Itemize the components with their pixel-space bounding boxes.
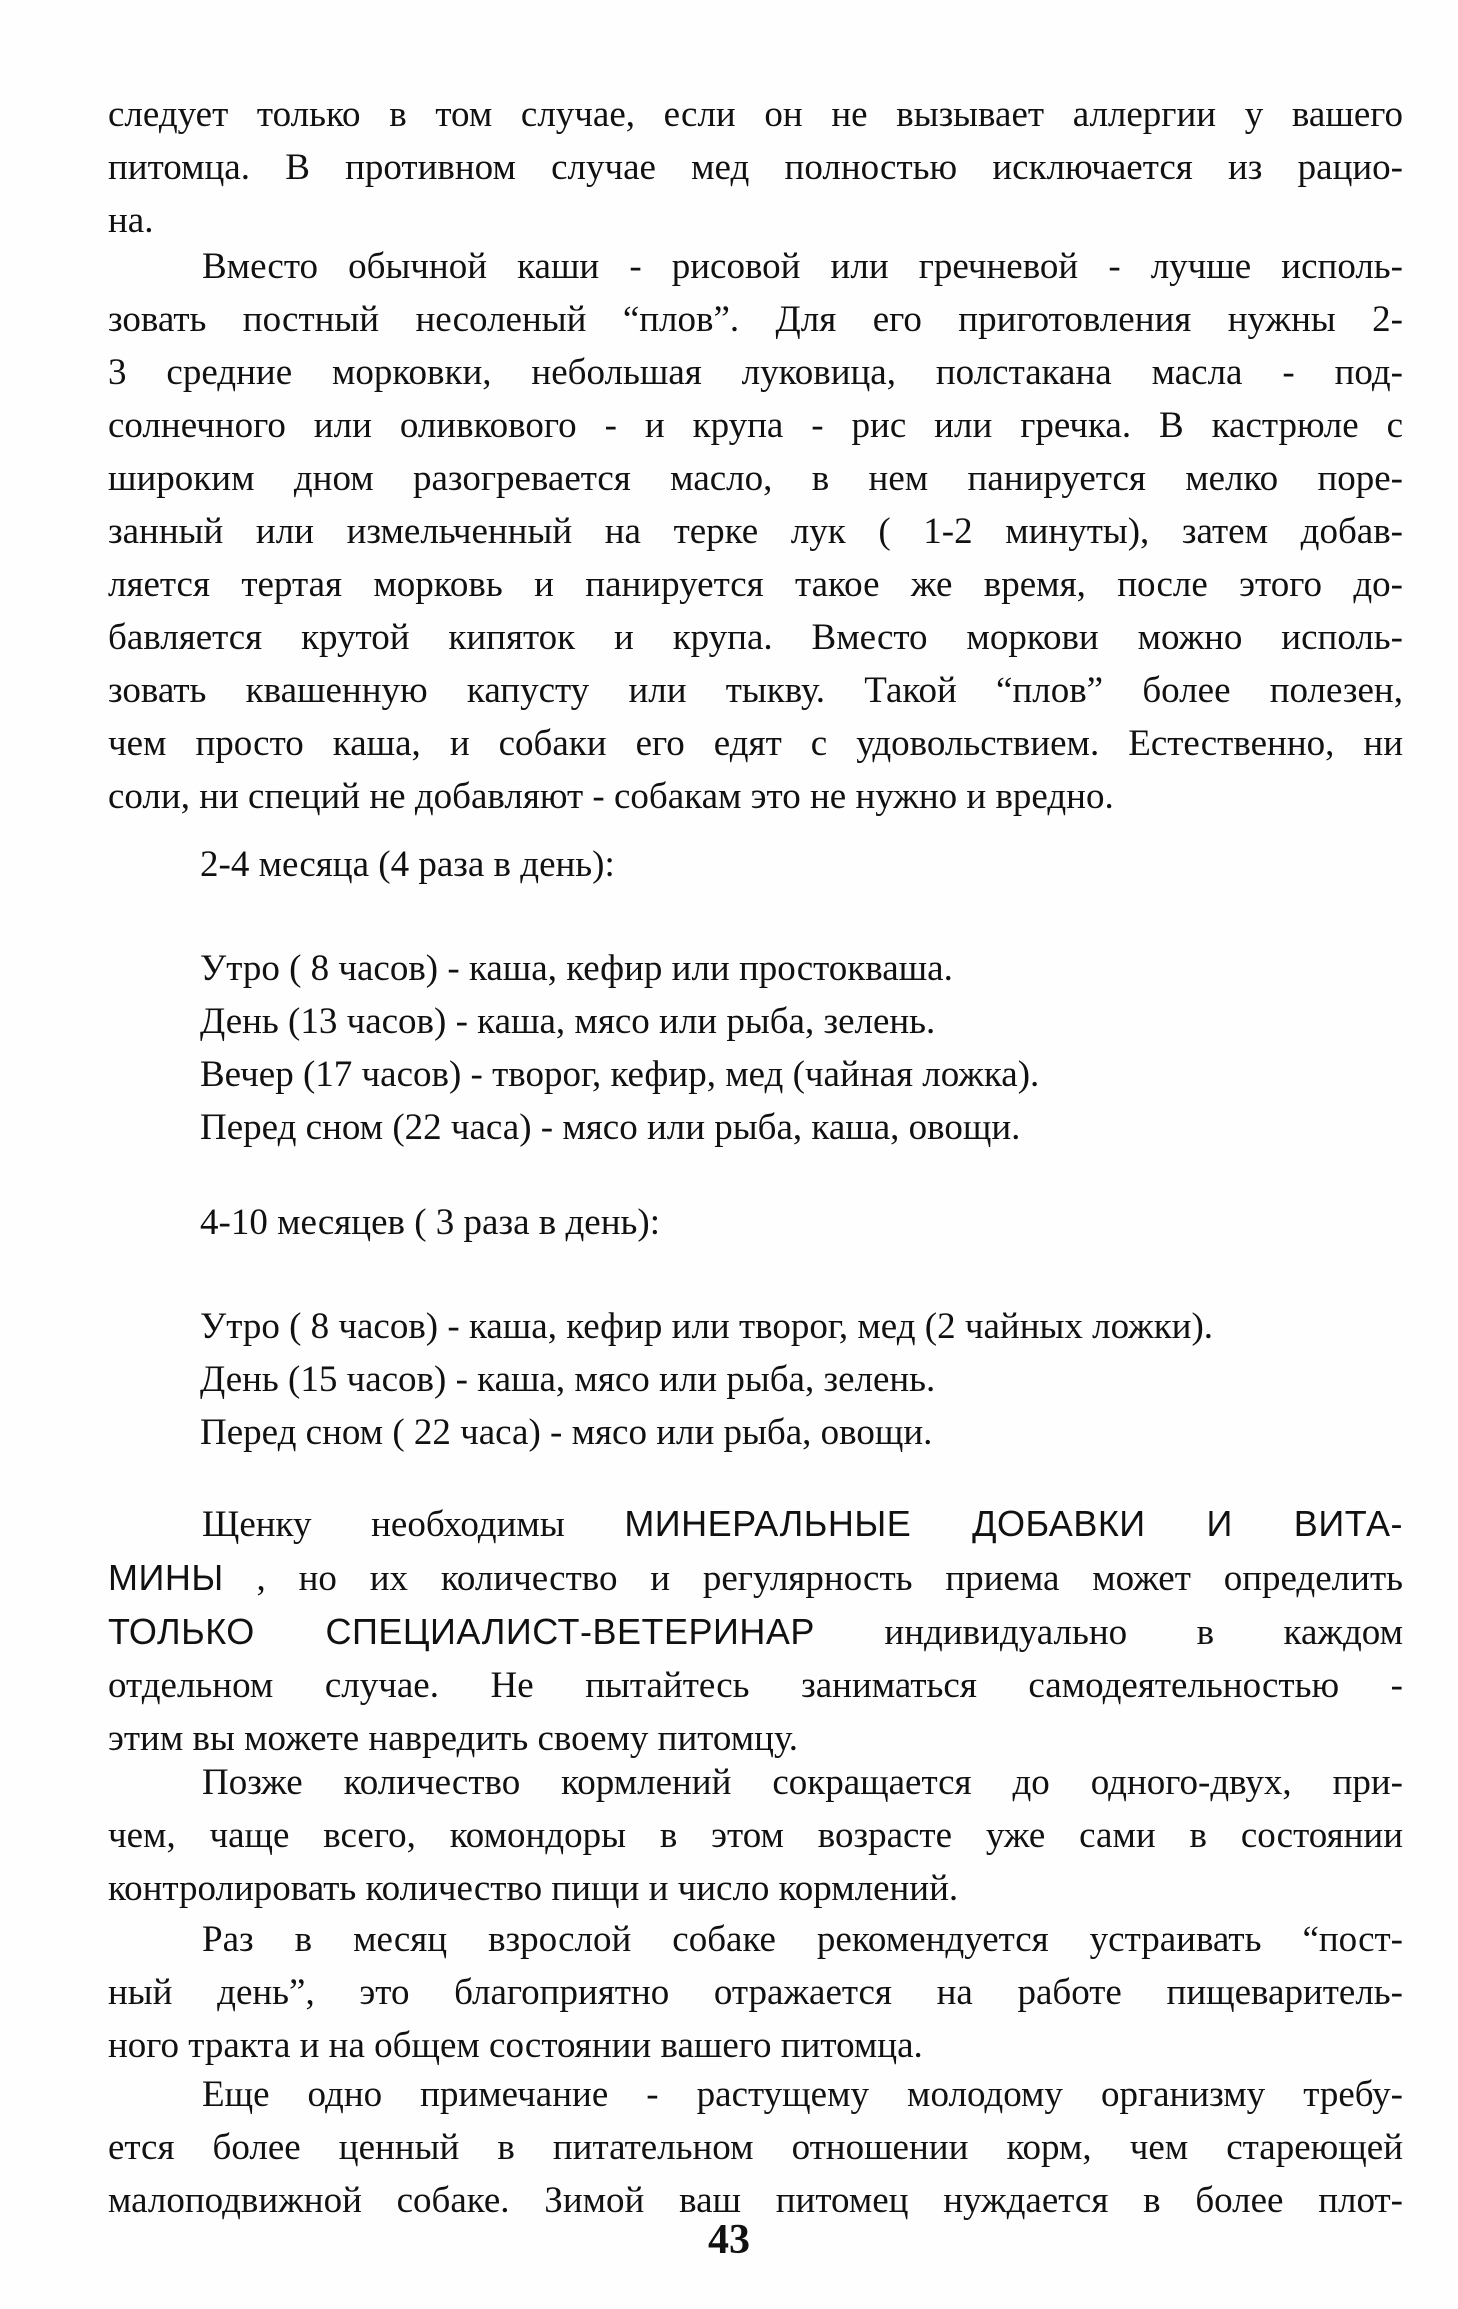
- paragraph-honey-allergy: [108, 88, 1403, 247]
- text-line: ный день”, это благоприятно отражается на работе пищеваритель-: [108, 1972, 1403, 2013]
- text-line: на.: [108, 200, 154, 241]
- menu-item: Утро ( 8 часов) - каша, кефир или творог, мед (2 чайных ложки).: [200, 1306, 1214, 1347]
- page-number: 43: [708, 2217, 750, 2263]
- text-line: 3 средние морковки, небольшая луковица, полстакана масла - под-: [108, 352, 1403, 393]
- text-line: Позже количество кормлений сокращается до одного-двух, при-: [202, 1762, 1403, 1803]
- menu-item: Вечер (17 часов) - творог, кефир, мед (чайная ложка).: [200, 1054, 1040, 1095]
- menu-item: День (15 часов) - каша, мясо или рыба, зелень.: [200, 1359, 936, 1400]
- menu-heading: 2-4 месяца (4 раза в день):: [200, 844, 615, 885]
- text-line: этим вы можете навредить своему питомцу.: [108, 1718, 798, 1759]
- text-run: Щенку необходимы: [202, 1504, 625, 1545]
- text-line: следует только в том случае, если он не вызывает аллергии у вашего: [108, 94, 1403, 135]
- text-line: зовать постный несоленый “плов”. Для его приготовления нужны 2-: [108, 299, 1403, 340]
- text-line: бавляется крутой кипяток и крупа. Вместо моркови можно исполь-: [108, 617, 1403, 658]
- paragraph-feeding-frequency: [108, 1756, 1403, 1915]
- text-run: индивидуально в каждом: [814, 1612, 1403, 1653]
- text-line: чем просто каша, и собаки его едят с удовольствием. Естественно, ни: [108, 723, 1403, 764]
- text-line: Вместо обычной каши - рисовой или гречневой - лучше исполь-: [202, 246, 1403, 287]
- text-line: зовать квашенную капусту или тыкву. Такой “плов” более полезен,: [108, 670, 1403, 711]
- paragraph-note: [108, 2068, 1403, 2227]
- menu-heading: 4-10 месяцев ( 3 раза в день):: [200, 1202, 660, 1243]
- text-line: ляется тертая морковь и панируется такое же время, после этого до-: [108, 564, 1403, 605]
- menu-item: Утро ( 8 часов) - каша, кефир или простокваша.: [200, 948, 953, 989]
- text-line: питомца. В противном случае мед полностью исключается из рацио-: [108, 147, 1403, 188]
- text-line: отдельном случае. Не пытайтесь заниматься самодеятельностью -: [108, 1665, 1403, 1706]
- emphasis-caps: МИНЕРАЛЬНЫЕ ДОБАВКИ И ВИТА-: [624, 1503, 1403, 1544]
- emphasis-caps: ТОЛЬКО СПЕЦИАЛИСТ-ВЕТЕРИНАР: [108, 1611, 815, 1652]
- text-line: соли, ни специй не добавляют - собакам это не нужно и вредно.: [108, 776, 1114, 817]
- text-line: широким дном разогревается масло, в нем панируется мелко поре-: [108, 458, 1403, 499]
- menu-4-10-items: [108, 1300, 1403, 1459]
- text-line: [108, 1551, 1403, 1605]
- menu-item: День (13 часов) - каша, мясо или рыба, зелень.: [200, 1001, 936, 1042]
- text-line: контролировать количество пищи и число кормлений.: [108, 1868, 959, 1909]
- paragraph-supplements: [108, 1497, 1403, 1765]
- menu-item: Перед сном ( 22 часа) - мясо или рыба, овощи.: [200, 1412, 933, 1453]
- text-line: [108, 1605, 1403, 1659]
- text-line: [108, 1497, 1403, 1551]
- emphasis-caps: МИНЫ: [108, 1557, 224, 1598]
- text-line: ного тракта и на общем состоянии вашего питомца.: [108, 2025, 923, 2066]
- menu-2-4-items: [108, 942, 1403, 1154]
- menu-item: Перед сном (22 часа) - мясо или рыба, каша, овощи.: [200, 1107, 1021, 1148]
- text-line: Раз в месяц взрослой собаке рекомендуется устраивать “пост-: [202, 1919, 1403, 1960]
- menu-4-10-months: [108, 1196, 1403, 1249]
- text-run: , но их количество и регулярность приема может определить: [223, 1558, 1403, 1599]
- paragraph-pilaf: [108, 240, 1403, 823]
- text-line: Еще одно примечание - растущему молодому организму требу-: [202, 2074, 1403, 2115]
- text-line: занный или измельченный на терке лук ( 1-2 минуты), затем добав-: [108, 511, 1403, 552]
- menu-2-4-months: [108, 838, 1403, 891]
- text-line: ется более ценный в питательном отношении корм, чем стареющей: [108, 2127, 1403, 2168]
- text-line: малоподвижной собаке. Зимой ваш питомец нуждается в более плот-: [108, 2180, 1403, 2221]
- text-line: солнечного или оливкового - и крупа - рис или гречка. В кастрюле с: [108, 405, 1403, 446]
- text-line: чем, чаще всего, комондоры в этом возрасте уже сами в состоянии: [108, 1815, 1403, 1856]
- paragraph-fasting-day: [108, 1913, 1403, 2072]
